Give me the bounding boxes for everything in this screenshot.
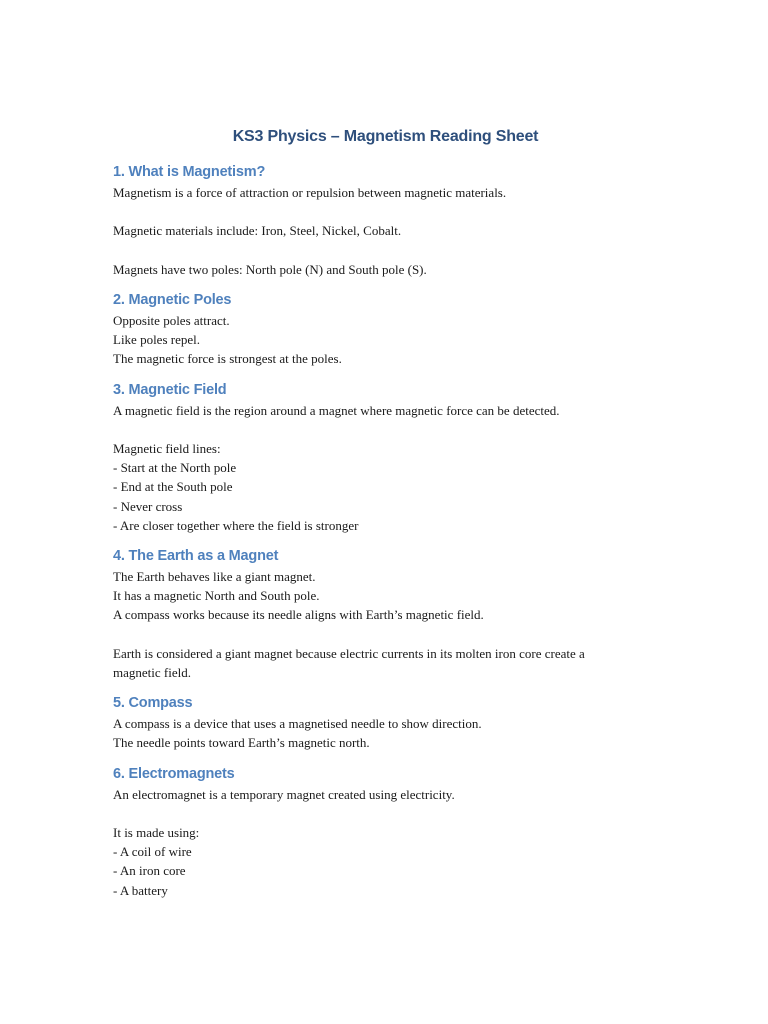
paragraph: [113, 311, 658, 369]
text-line: Earth is considered a giant magnet because electric currents in its molten iron core create a: [113, 645, 585, 661]
paragraph: [113, 785, 658, 804]
section-heading: 3. Magnetic Field: [113, 381, 227, 398]
section-what-is-magnetism: [113, 161, 658, 279]
text-line: A compass is a device that uses a magnetised needle to show direction.: [113, 716, 482, 732]
paragraph: [113, 260, 658, 279]
paragraph: [113, 221, 658, 240]
list-item: - Never cross: [113, 498, 183, 514]
text-line: Magnets have two poles: North pole (N) and South pole (S).: [113, 261, 427, 277]
list-item: - End at the South pole: [113, 479, 233, 495]
list-item: - Start at the North pole: [113, 460, 237, 476]
text-line: An electromagnet is a temporary magnet created using electricity.: [113, 786, 455, 802]
text-line: Opposite poles attract.: [113, 312, 230, 328]
text-line: Magnetic materials include: Iron, Steel, Nickel, Cobalt.: [113, 223, 402, 239]
section-compass: [113, 692, 658, 752]
paragraph: [113, 439, 658, 535]
text-line: A compass works because its needle aligns with Earth’s magnetic field.: [113, 607, 484, 623]
paragraph: [113, 644, 658, 682]
section-magnetic-poles: [113, 289, 658, 369]
text-line: magnetic field.: [113, 665, 191, 680]
text-line: Magnetic field lines:: [113, 440, 221, 456]
paragraph: [113, 567, 658, 625]
list-item: - A coil of wire: [113, 844, 192, 860]
section-heading: 5. Compass: [113, 695, 193, 712]
list-item: - A battery: [113, 882, 168, 898]
paragraph: [113, 823, 658, 900]
text-line: The Earth behaves like a giant magnet.: [113, 569, 316, 584]
section-heading: 4. The Earth as a Magnet: [113, 548, 279, 564]
text-line: A magnetic field is the region around a magnet where magnetic force can be detected.: [113, 402, 560, 418]
section-heading: 1. What is Magnetism?: [113, 164, 266, 180]
text-line: Magnetism is a force of attraction or repulsion between magnetic materials.: [113, 185, 507, 200]
section-heading: 6. Electromagnets: [113, 765, 235, 782]
section-heading: 2. Magnetic Poles: [113, 291, 232, 308]
text-line: It has a magnetic North and South pole.: [113, 588, 320, 604]
text-line: Like poles repel.: [113, 332, 200, 348]
paragraph: [113, 401, 658, 420]
paragraph: [113, 714, 658, 752]
text-line: The magnetic force is strongest at the poles.: [113, 351, 342, 367]
text-line: It is made using:: [113, 825, 200, 840]
section-earth-as-magnet: [113, 545, 658, 682]
text-line: The needle points toward Earth’s magnetic north.: [113, 735, 370, 751]
list-item: - Are closer together where the field is stronger: [113, 517, 359, 533]
document-page: [113, 124, 658, 900]
section-magnetic-field: [113, 379, 658, 535]
document-title: KS3 Physics – Magnetism Reading Sheet: [232, 128, 539, 145]
list-item: - An iron core: [113, 863, 186, 879]
paragraph: [113, 183, 658, 202]
section-electromagnets: [113, 763, 658, 900]
